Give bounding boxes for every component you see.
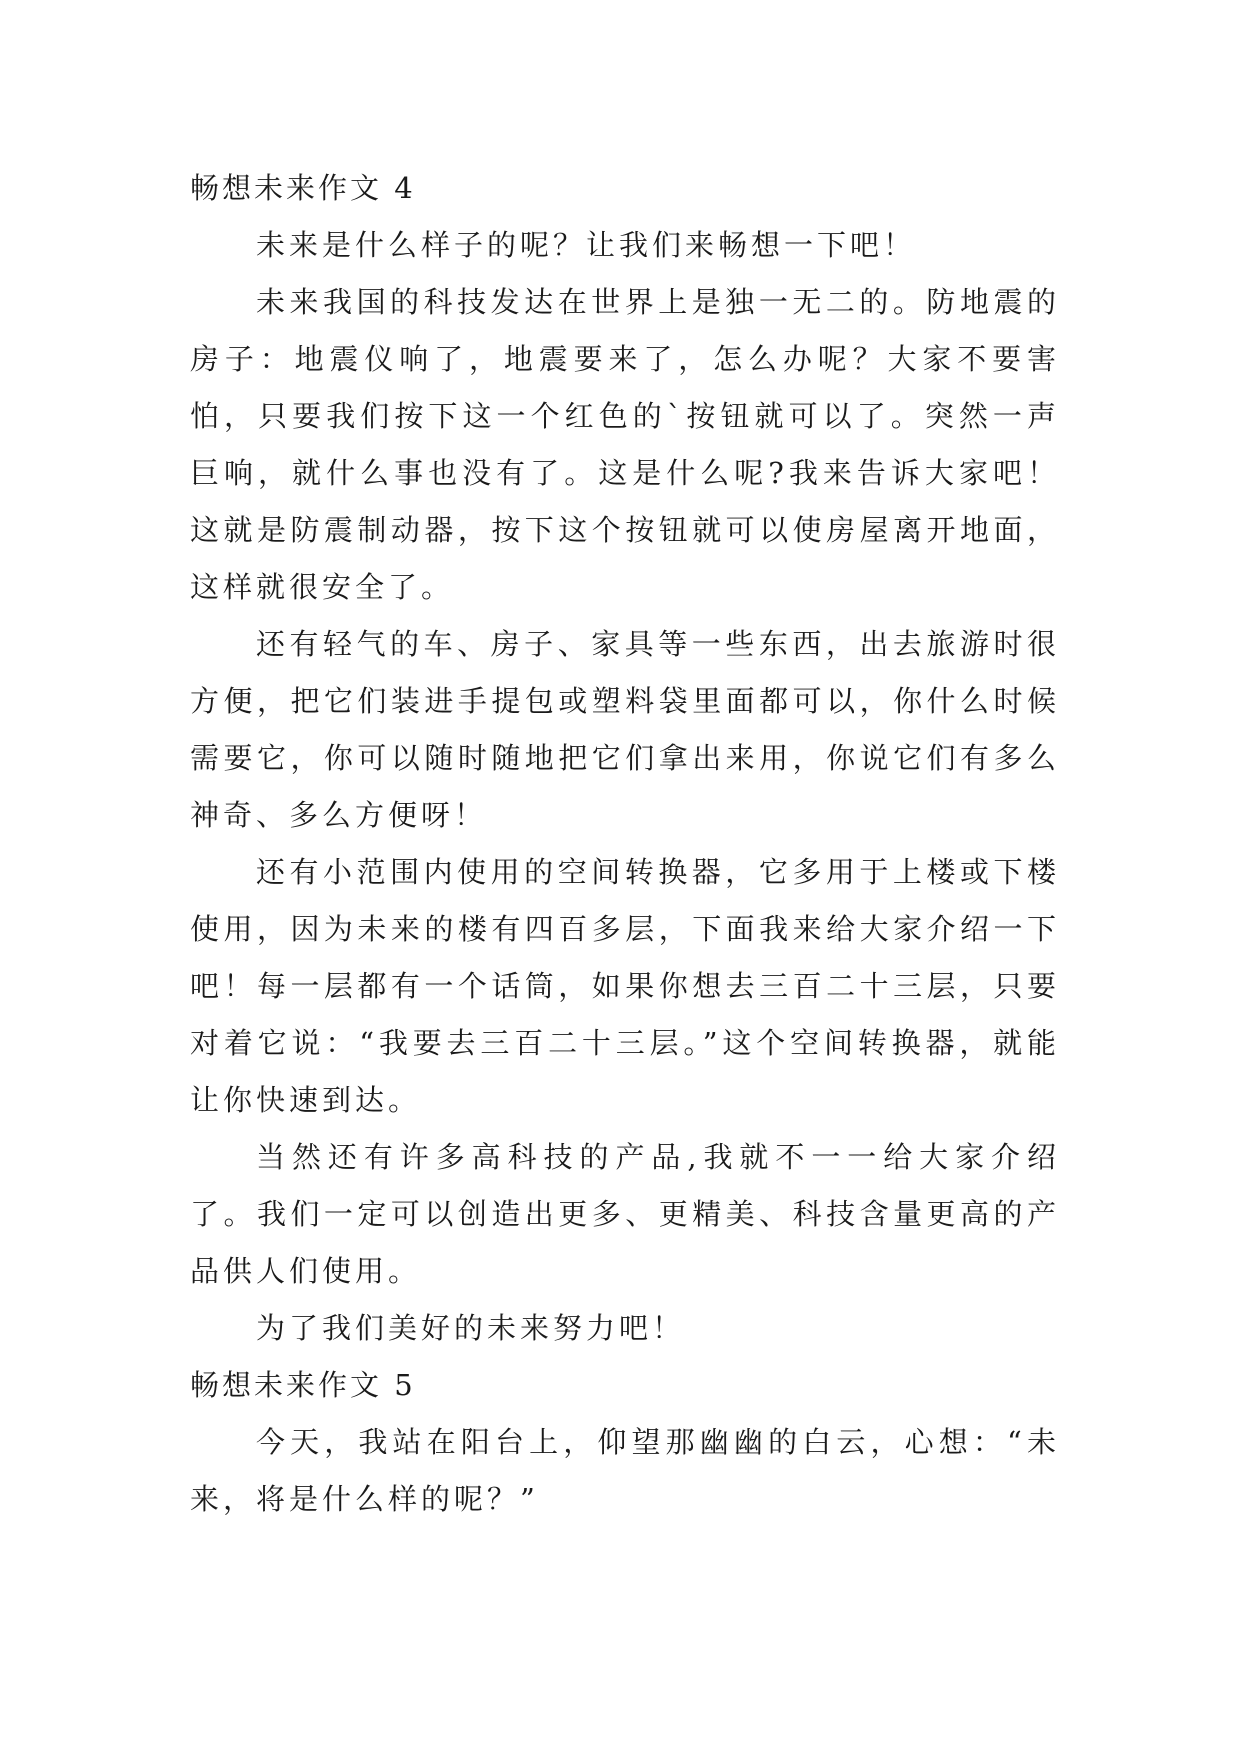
document-body xyxy=(190,160,1060,1528)
essay-4-paragraph-1: 未来是什么样子的呢？让我们来畅想一下吧！ xyxy=(256,228,917,262)
essay-4-paragraph-2: 未来我国的科技发达在世界上是独一无二的。防地震的房子：地震仪响了，地震要来了，怎么办呢？大家不要害怕，只要我们按下这一个红色的`按钮就可以了。突然一声巨响，就什么事也没有了。这是什么呢?我来告诉大家吧！这就是防震制动器，按下这个按钮就可以使房屋离开地面，这样就很安全了。 xyxy=(190,285,1060,604)
essay-4-paragraph-4: 还有小范围内使用的空间转换器，它多用于上楼或下楼使用，因为未来的楼有四百多层，下面我来给大家介绍一下吧！每一层都有一个话筒，如果你想去三百二十三层，只要对着它说：“我要去三百二十三层。”这个空间转换器，就能让你快速到达。 xyxy=(190,855,1060,1117)
essay-5-paragraph-1: 今天，我站在阳台上，仰望那幽幽的白云，心想：“未来，将是什么样的呢？” xyxy=(190,1425,1060,1516)
essay-4-paragraph-5: 当然还有许多高科技的产品,我就不一一给大家介绍了。我们一定可以创造出更多、更精美、科技含量更高的产品供人们使用。 xyxy=(190,1140,1060,1288)
essay-4-title: 畅想未来作文 4 xyxy=(190,171,416,205)
essay-5-title: 畅想未来作文 5 xyxy=(190,1368,416,1402)
essay-4-paragraph-6: 为了我们美好的未来努力吧！ xyxy=(256,1311,686,1345)
essay-4-paragraph-3: 还有轻气的车、房子、家具等一些东西，出去旅游时很方便，把它们装进手提包或塑料袋里面都可以，你什么时候需要它，你可以随时随地把它们拿出来用，你说它们有多么神奇、多么方便呀！ xyxy=(190,627,1060,832)
